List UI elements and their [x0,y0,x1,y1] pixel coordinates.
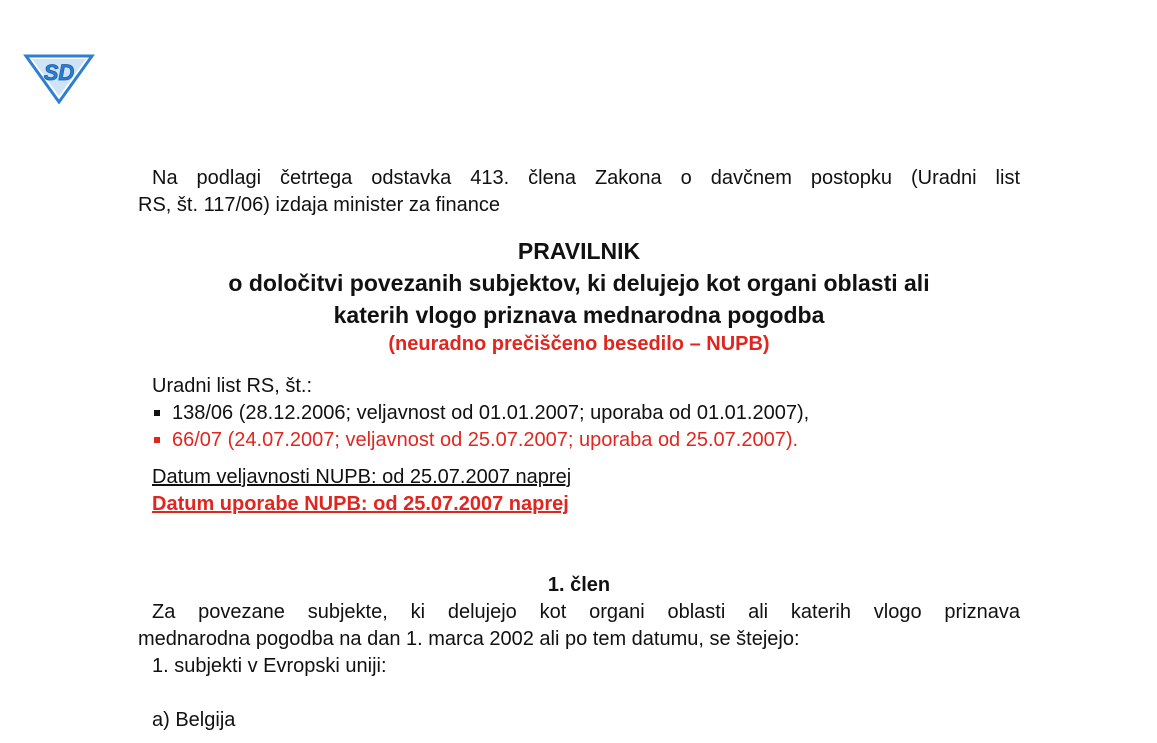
bullet-icon [154,410,160,416]
intro-line-2: RS, št. 117/06) izdaja minister za finance [138,194,501,216]
gazette-label: Uradni list RS, št.: [152,375,313,397]
sd-logo-icon [22,48,96,104]
article-line-2: mednarodna pogodba na dan 1. marca 2002 ali po tem datumu, se štejejo: [138,628,800,650]
document-subtitle-line-1: o določitvi povezanih subjektov, ki delujejo kot organi oblasti ali [228,270,930,296]
validity-date: Datum veljavnosti NUPB: od 25.07.2007 naprej [152,466,572,488]
intro-line-1: Na podlagi četrtega odstavka 413. člena Zakona o davčnem postopku (Uradni list [152,167,1020,189]
bullet-icon [154,437,160,443]
nupb-note: (neuradno prečiščeno besedilo – NUPB) [388,333,770,355]
article-item-a: a) Belgija [152,709,236,731]
gazette-item: 138/06 (28.12.2006; veljavnost od 01.01.2007; uporaba od 01.01.2007), [152,400,1020,427]
gazette-block [152,373,1020,518]
document-page [138,165,1020,734]
use-date: Datum uporabe NUPB: od 25.07.2007 naprej [152,493,569,515]
article-heading: 1. člen [547,574,611,596]
article-line-3: 1. subjekti v Evropski uniji: [152,655,387,677]
gazette-item: 66/07 (24.07.2007; veljavnost od 25.07.2007; uporaba od 25.07.2007). [152,427,1020,454]
document-subtitle-line-2: katerih vlogo priznava mednarodna pogodba [333,302,825,328]
gazette-list [152,400,1020,454]
svg-text:SD: SD [43,60,75,85]
document-title: PRAVILNIK [517,238,641,264]
article-line-1: Za povezane subjekte, ki delujejo kot organi oblasti ali katerih vlogo priznava [152,601,1020,623]
